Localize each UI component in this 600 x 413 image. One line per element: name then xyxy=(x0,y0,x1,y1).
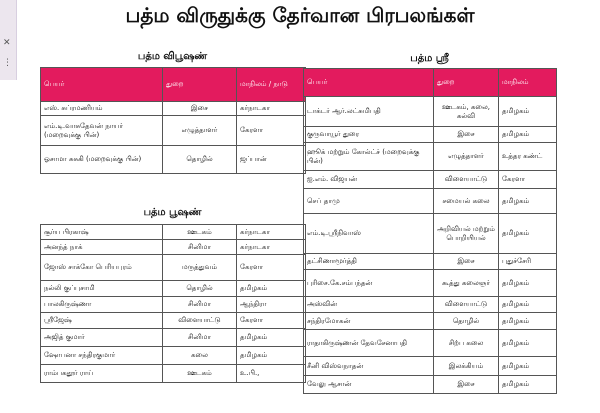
table-row xyxy=(41,281,306,297)
header-field: துறை xyxy=(434,69,499,97)
table-row xyxy=(304,376,557,394)
state-cell: ஆந்திரா xyxy=(237,297,306,313)
shri-table xyxy=(303,68,557,394)
state-cell: கேரளா xyxy=(237,313,306,329)
page-headline: பத்ம விருதுக்கு தேர்வான பிரபலங்கள் xyxy=(125,3,475,27)
table-row xyxy=(304,143,557,171)
table-row xyxy=(41,240,306,255)
name-cell: ஓசாமா சுசுகி (மறைவுக்கு பின்) xyxy=(41,146,163,174)
table-row xyxy=(41,146,306,174)
field-cell: எழுத்தாளர் xyxy=(434,143,499,171)
state-cell: தமிழகம் xyxy=(499,330,557,357)
field-cell: கலை xyxy=(163,347,237,365)
name-cell: நல்லி குப்புசாமி xyxy=(41,281,163,297)
state-cell: தமிழகம் xyxy=(499,189,557,214)
field-cell: ஊடகம் xyxy=(163,365,237,383)
name-cell: ஹூக் மற்றும் கோல்ட்ச் (மறைவுக்கு பின்) xyxy=(304,143,434,171)
state-cell: கர்நாடகா xyxy=(237,102,306,116)
vibhushan-header-row xyxy=(41,68,306,102)
header-state: மாநிலம் xyxy=(499,69,557,97)
table-row xyxy=(41,116,306,146)
state-cell: தமிழகம் xyxy=(499,297,557,313)
name-cell: ஷோபனா சந்திரகுமார் xyxy=(41,347,163,365)
table-row xyxy=(41,347,306,365)
name-cell: சந்திரமோகன் xyxy=(304,313,434,330)
name-cell: அஜித் குமார் xyxy=(41,329,163,347)
field-cell: ஊடகம் xyxy=(163,225,237,240)
field-cell: சமையல் கலை xyxy=(434,189,499,214)
table-row xyxy=(304,254,557,270)
table-row xyxy=(304,97,557,127)
field-cell: ஊடகம், கலை, கல்வி xyxy=(434,97,499,127)
name-cell: ஸ்ரீஜேஷ் xyxy=(41,313,163,329)
field-cell: இசை xyxy=(434,127,499,143)
name-cell: வேலு ஆசான் xyxy=(304,376,434,394)
table-row xyxy=(41,225,306,240)
table-row xyxy=(304,313,557,330)
field-cell: சினிமா xyxy=(163,240,237,255)
state-cell: கேரளா xyxy=(237,116,306,146)
table-row xyxy=(41,255,306,281)
shri-title: பத்ம ஸ்ரீ xyxy=(410,53,449,64)
name-cell: ராம்பகதூர் ராய் xyxy=(41,365,163,383)
name-cell: டாக்டர் ஆர்.லட்சுமிபதி xyxy=(304,97,434,127)
header-name: பெயர் xyxy=(41,68,163,102)
field-cell: தொழில் xyxy=(434,313,499,330)
name-cell: அஸ்வின் xyxy=(304,297,434,313)
state-cell: கேரளா xyxy=(237,255,306,281)
state-cell: புதுச்சேரி xyxy=(499,254,557,270)
table-row xyxy=(41,329,306,347)
state-cell: உத்தர கண்ட் xyxy=(499,143,557,171)
state-cell: கேரளா xyxy=(499,171,557,189)
table-row xyxy=(304,357,557,376)
name-cell: பாலகிருஷ்ணா xyxy=(41,297,163,313)
header-name: பெயர் xyxy=(304,69,434,97)
field-cell: சிற்ப கலை xyxy=(434,330,499,357)
field-cell: எழுத்தாளர் xyxy=(163,116,237,146)
header-field: துறை xyxy=(163,68,237,102)
name-cell: ஐ.எம். விஜயன் xyxy=(304,171,434,189)
table-row xyxy=(41,297,306,313)
state-cell: தமிழகம் xyxy=(499,127,557,143)
field-cell: சினிமா xyxy=(163,329,237,347)
field-cell: விளையாட்டு xyxy=(434,297,499,313)
bhushan-table xyxy=(40,224,306,383)
name-cell: குருவாயூர் துரை xyxy=(304,127,434,143)
name-cell: ராதாகிருஷ்ணன் தேவசேனாபதி xyxy=(304,330,434,357)
state-cell: தமிழகம் xyxy=(499,376,557,394)
field-cell: இலக்கியம் xyxy=(434,357,499,376)
shri-header-row xyxy=(304,69,557,97)
name-cell: எம்.டி.ஸ்ரீநிவாஸ் xyxy=(304,214,434,254)
field-cell: தொழில் xyxy=(163,146,237,174)
left-margin-strip xyxy=(0,0,17,80)
name-cell: அனந்த் நாக் xyxy=(41,240,163,255)
table-row xyxy=(304,127,557,143)
close-mark-icon: ✕ xyxy=(3,38,11,48)
name-cell: சீனி விஸ்வநாதன் xyxy=(304,357,434,376)
name-cell: சூர்ய பிரகாஷ் xyxy=(41,225,163,240)
table-row xyxy=(41,365,306,383)
field-cell: இசை xyxy=(434,254,499,270)
dots-mark-icon: ⋮ xyxy=(3,58,12,68)
field-cell: இசை xyxy=(163,102,237,116)
name-cell: எஸ். சுப்ரமணியம் xyxy=(41,102,163,116)
field-cell: தொழில் xyxy=(163,281,237,297)
header-state: மாநிலம் / நாடு xyxy=(237,68,306,102)
state-cell: தமிழகம் xyxy=(237,281,306,297)
table-row xyxy=(304,171,557,189)
state-cell: ஜப்பான் xyxy=(237,146,306,174)
table-row xyxy=(304,189,557,214)
table-row xyxy=(304,270,557,297)
field-cell: மருத்துவம் xyxy=(163,255,237,281)
name-cell: தட்சிணாமூர்த்தி xyxy=(304,254,434,270)
field-cell: கூத்து கலைஞர் xyxy=(434,270,499,297)
vibhushan-table xyxy=(40,67,306,174)
state-cell: தமிழகம் xyxy=(499,214,557,254)
field-cell: சினிமா xyxy=(163,297,237,313)
state-cell: தமிழகம் xyxy=(499,97,557,127)
state-cell: தமிழகம் xyxy=(237,347,306,365)
table-row xyxy=(304,297,557,313)
field-cell: இசை xyxy=(434,376,499,394)
state-cell: தமிழகம் xyxy=(499,270,557,297)
name-cell: செப் தாமு xyxy=(304,189,434,214)
table-row xyxy=(41,102,306,116)
state-cell: கர்நாடகா xyxy=(237,225,306,240)
field-cell: விளையாட்டு xyxy=(163,313,237,329)
name-cell: ஜோஸ் சாக்கோ பெரியபுரம் xyxy=(41,255,163,281)
vibhushan-title: பத்ம விபூஷண் xyxy=(137,51,208,62)
state-cell: தமிழகம் xyxy=(499,357,557,376)
table-row xyxy=(304,330,557,357)
state-cell: கர்நாடகா xyxy=(237,240,306,255)
state-cell: தமிழகம் xyxy=(237,329,306,347)
table-row xyxy=(304,214,557,254)
bhushan-title: பத்ம பூஷண் xyxy=(143,207,202,218)
name-cell: புரிசை.கே.சம்பந்தன் xyxy=(304,270,434,297)
field-cell: விளையாட்டு xyxy=(434,171,499,189)
table-row xyxy=(41,313,306,329)
name-cell: எம்.டி.வாசுதேவன் நாயர் (மறைவுக்கு பின்) xyxy=(41,116,163,146)
field-cell: அறிவியல் மற்றும் பொறியியல் xyxy=(434,214,499,254)
state-cell: உ.பி., xyxy=(237,365,306,383)
state-cell: தமிழகம் xyxy=(499,313,557,330)
